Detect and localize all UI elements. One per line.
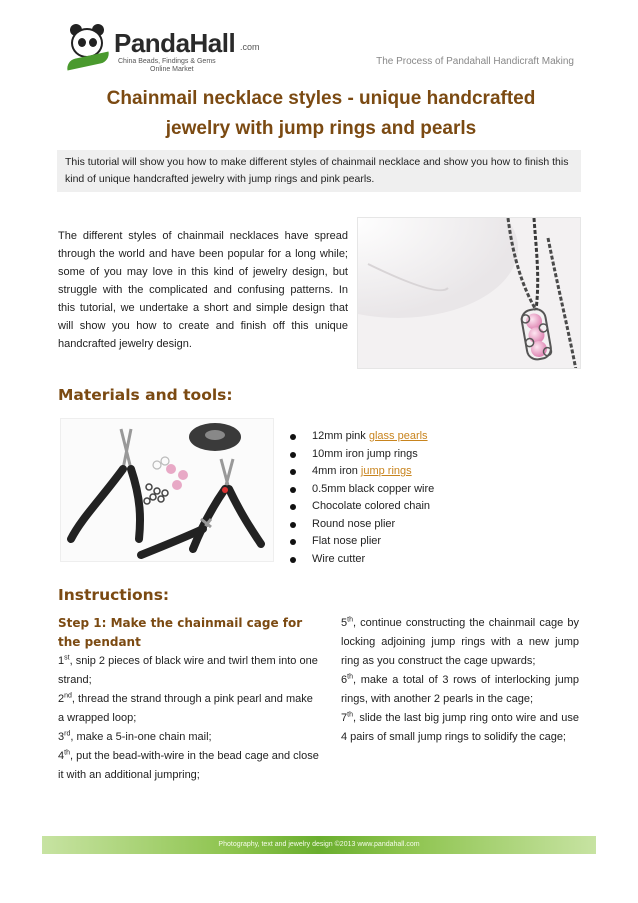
list-item [290, 481, 434, 499]
material-text: Round nose plier [312, 517, 396, 530]
material-text: Wire cutter [312, 552, 366, 565]
material-text: 4mm iron [312, 465, 361, 477]
instructions-right-column [341, 614, 579, 747]
list-item [290, 533, 434, 551]
step-line: 1st, snip 2 pieces of black wire and twirl them into one strand; [58, 654, 318, 686]
footer-credit: Photography, text and jewelry design ©2013 www.pandahall.com [218, 841, 420, 848]
step-line: 4th, put the bead-with-wire in the bead cage and close it with an additional jumpring; [58, 749, 319, 781]
material-text: 10mm iron jump rings [312, 447, 418, 460]
step-line: 5th, continue constructing the chainmail cage by locking adjoining jump rings with a new jump ring as you construct the cage upwards; [341, 616, 579, 667]
step-1-title: Step 1: Make the chainmail cage for the pendant [58, 616, 303, 649]
material-text: Flat nose plier [312, 535, 382, 547]
footer-bar [42, 836, 596, 854]
intro-paragraph: The different styles of chainmail necklaces have spread through the world and have been popular for a long while; some of you may love in this kind of jewelry design, but struggle with the complicated and confusing patterns. In this tutorial, we undertake a short and simple design that will show you how to create and finish off this unique handcrafted jewelry design. [58, 230, 348, 350]
title-line-1: Chainmail necklace styles - unique handcrafted [106, 88, 536, 109]
jump-rings-link[interactable]: jump rings [360, 465, 412, 477]
material-text: 12mm pink [312, 430, 369, 442]
list-item [290, 551, 434, 569]
materials-list [290, 428, 434, 568]
pandahall-logo[interactable] [66, 20, 266, 72]
step-line: 2nd, thread the strand through a pink pearl and make a wrapped loop; [58, 692, 313, 724]
materials-photo [60, 418, 274, 562]
instructions-heading: Instructions: [58, 586, 170, 604]
step-line: 6th, make a total of 3 rows of interlocking jump rings, with another 2 pearls in the cage; [341, 673, 579, 705]
instructions-left-column [58, 614, 320, 785]
list-item [290, 463, 434, 481]
brand-tagline-2: Online Market [150, 66, 194, 73]
material-text: Chocolate colored chain [312, 500, 431, 512]
page-header [0, 0, 638, 80]
material-text: 0.5mm black copper wire [312, 482, 435, 495]
brand-name: PandaHall [114, 28, 236, 58]
list-item [290, 428, 434, 446]
step-line: 3rd, make a 5-in-one chain mail; [58, 730, 212, 743]
header-caption: The Process of Pandahall Handicraft Making [376, 56, 574, 67]
glass-pearls-link[interactable]: glass pearls [368, 430, 428, 442]
intro-box: This tutorial will show you how to make different styles of chainmail necklace and show you how to finish this kind of unique handcrafted jewelry with jump rings and pink pearls. [57, 150, 581, 192]
brand-tagline: China Beads, Findings & Gems [118, 58, 216, 65]
list-item [290, 498, 434, 516]
step-line: 7th, slide the last big jump ring onto wire and use 4 pairs of small jump rings to solidify the cage; [341, 711, 579, 743]
materials-heading: Materials and tools: [58, 386, 233, 404]
list-item [290, 446, 434, 464]
title-line-2: jewelry with jump rings and pearls [165, 118, 477, 139]
necklace-photo [357, 217, 581, 369]
brand-suffix: .com [240, 42, 260, 52]
list-item [290, 516, 434, 534]
page-title [62, 84, 580, 144]
